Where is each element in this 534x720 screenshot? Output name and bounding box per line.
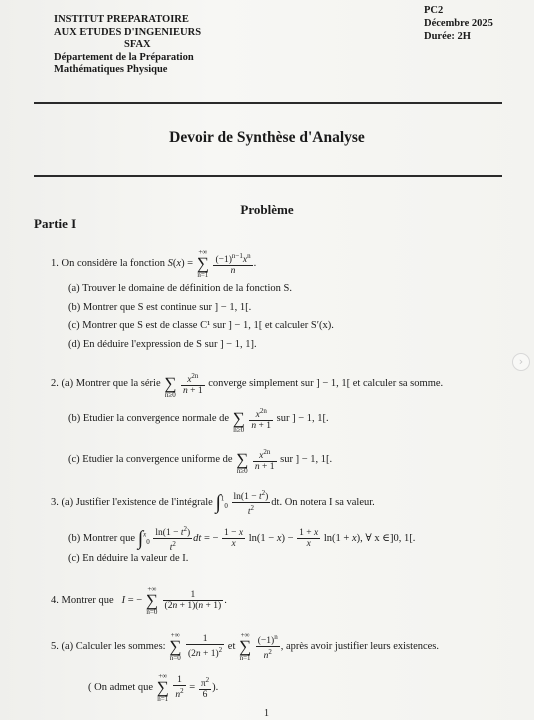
problem-heading: Problème <box>240 202 294 217</box>
q4-statement: 4. Montrer que I = − +∞ ∑ n=0 $\frac{1}{(2n + 1)(n + 1)}$ . <box>51 585 227 616</box>
q3-b: (b) Montrer que ∫$^x_0$ $\frac{\ln(1 - t^2)}{t^2}$ dt = − $\frac{1 - x}{x}$ ln(1 − x) − $\frac{1 + x}{x}$ ln(1 + x), ∀ x ∈]0, 1[. <box>68 525 416 554</box>
duration-label: Durée: 2H <box>424 31 471 42</box>
department-line: Département de la Préparation <box>54 51 194 63</box>
q1-a: (a) Trouver le domaine de définition de la fonction S. <box>68 283 292 294</box>
q2-a: 2. (a) Montrer que la série ∑ n≥0 $\frac{x^{2n}}{n + 1}$ converge simplement sur ] − 1, 1[ et calculer sa somme. <box>51 371 444 399</box>
institution-line: AUX ETUDES D'INGENIEURS <box>54 26 202 38</box>
page-title: Devoir de Synthèse d'Analyse <box>169 129 365 146</box>
institution-header <box>54 14 201 77</box>
department-line: Mathématiques Physique <box>54 64 168 75</box>
q3-c: (c) En déduire la valeur de I. <box>68 553 189 564</box>
q5-note: ( On admet que +∞ ∑ n=1 $\frac{1}{n^2}$ = $\frac{\pi^2}{6}$ ). <box>88 672 219 703</box>
q1-b: (b) Montrer que S est continue sur ] − 1, 1[. <box>68 302 252 313</box>
next-page-arrow-icon[interactable]: › <box>512 353 530 371</box>
date-label: Décembre 2025 <box>424 18 493 29</box>
institution-line: INSTITUT PREPARATOIRE <box>54 14 189 25</box>
top-rule <box>34 102 502 104</box>
class-label: PC2 <box>424 5 444 16</box>
exam-info <box>424 4 493 43</box>
institution-city: SFAX <box>124 39 151 50</box>
q5-a: 5. (a) Calculer les sommes: +∞ ∑ n=0 $\frac{1}{(2n + 1)^2}$ et +∞ ∑ n=1 $\frac{(-1)^n}{n^2}$ , après avoir justifier leurs existences. <box>51 631 440 662</box>
q3-a: 3. (a) Justifier l'existence de l'intégrale ∫$^1_0$ $\frac{\ln(1 - t^2)}{t^2}$ dt. On notera I sa valeur. <box>51 489 375 518</box>
part-heading: Partie I <box>34 216 77 231</box>
q2-b: (b) Etudier la convergence normale de ∑ n≥0 $\frac{x^{2n}}{n + 1}$ sur ] − 1, 1[. <box>68 406 329 434</box>
page-number: 1 <box>264 708 269 719</box>
bottom-rule <box>34 175 502 177</box>
q1-c: (c) Montrer que S est de classe C¹ sur ] − 1, 1[ et calculer S′(x). <box>68 320 334 331</box>
q1-statement: 1. On considère la fonction S(x) = +∞ ∑ n=1 $\frac{(-1)^{n-1}x^n}{n}$ . <box>51 248 257 279</box>
q2-c: (c) Etudier la convergence uniforme de ∑ n≥0 $\frac{x^{2n}}{n + 1}$ sur ] − 1, 1[. <box>68 447 333 475</box>
q1-d: (d) En déduire l'expression de S sur ] − 1, 1]. <box>68 339 257 350</box>
